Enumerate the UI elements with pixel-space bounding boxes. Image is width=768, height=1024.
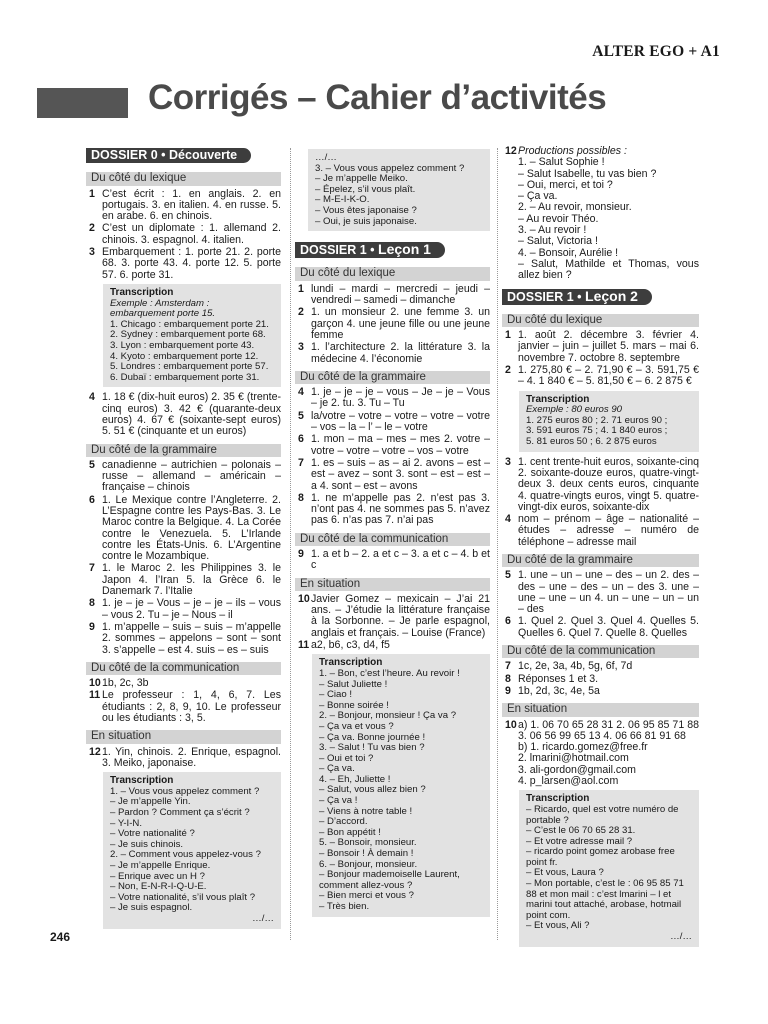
- transcription-line: 1. Chicago : embarquement porte 21.: [110, 318, 269, 330]
- section-communication: Du côté de la communication: [295, 533, 490, 546]
- transcription-line: – ricardo point gomez arobase free point fr.: [526, 846, 675, 868]
- transcription-box: [519, 391, 699, 452]
- exercise-answer: la/votre – votre – votre – votre – votre – vos – la – l’ – le – votre: [311, 409, 490, 434]
- transcription-line: 5. – Bonsoir, monsieur.: [319, 837, 417, 849]
- page-number: 246: [50, 930, 71, 944]
- exercise-8: [89, 598, 281, 621]
- section-lexique: Du côté du lexique: [86, 172, 281, 185]
- transcription-line: – Oui et toi ?: [319, 752, 374, 764]
- transcription-line: 3. Lyon : embarquement porte 43.: [110, 339, 255, 351]
- exercise-number: 12: [505, 145, 517, 157]
- transcription-line: – Ça va !: [319, 795, 358, 807]
- transcription-line: – Je suis chinois.: [110, 838, 184, 850]
- dossier-label: DOSSIER 1 •: [507, 289, 586, 304]
- column-divider-1: [290, 148, 291, 940]
- exercise-answer: 1. le Maroc 2. les Philippines 3. le Japon 4. l’Iran 5. la Grèce 6. le Danemark 7. l’Italie: [102, 562, 281, 598]
- continued-marker: …/…: [252, 912, 274, 924]
- exercise-number: 5: [505, 569, 511, 582]
- exercise-answer: 1b, 2c, 3b: [102, 677, 149, 690]
- transcription-line: – Enrique avec un H ?: [110, 870, 205, 882]
- exercise-answer: Réponses 1 et 3.: [518, 672, 599, 685]
- exercise-answer: 1. août 2. décembre 3. février 4. janvier – juin – juillet 5. mars – mai 6. novembre 7. octobre 8. septembre: [518, 329, 699, 364]
- exercise-2: [505, 365, 699, 388]
- section-situation: En situation: [295, 578, 490, 591]
- transcription-line: – Vous êtes japonaise ?: [315, 204, 417, 216]
- exercise-4: [298, 387, 490, 410]
- exercise-number: 3: [89, 246, 95, 259]
- transcription-line: – Oui, je suis japonaise.: [315, 215, 417, 227]
- exercise-number: 7: [505, 660, 511, 673]
- transcription-line: 4. Kyoto : embarquement porte 12.: [110, 350, 259, 362]
- transcription-line: – Bonne soirée !: [319, 699, 389, 711]
- transcription-line: – Votre nationalité, s’il vous plaît ?: [110, 891, 256, 903]
- exercise-answer: nom – prénom – âge – nationalité – études – adresse – numéro de téléphone – adresse mail: [518, 513, 699, 548]
- exercise-answer: Le professeur : 1, 4, 6, 7. Les étudiants : 2, 8, 9, 10. Le professeur ou les étudiants : 3, 5.: [102, 689, 281, 725]
- answer-line: b) 1. ricardo.gomez@free.fr: [518, 741, 648, 754]
- transcription-title: Transcription: [319, 657, 383, 669]
- exercise-number: 4: [298, 386, 304, 399]
- transcription-example: Exemple : 80 euros 90: [526, 404, 622, 416]
- exercise-number: 8: [89, 597, 95, 610]
- production-line: 2. – Au revoir, monsieur.: [518, 201, 632, 214]
- transcription-line: – Viens à notre table !: [319, 805, 413, 817]
- exercise-4: [89, 392, 281, 437]
- transcription-line: 6. – Bonjour, monsieur.: [319, 858, 418, 870]
- exercise-10: [505, 720, 699, 788]
- transcription-line: – Bonsoir ! À demain !: [319, 848, 414, 860]
- transcription-line: – M-E-I-K-O.: [315, 194, 370, 206]
- column-divider-2: [497, 148, 498, 940]
- production-line: – Salut Isabelle, tu vas bien ?: [518, 167, 657, 180]
- transcription-line: – Très bien.: [319, 901, 370, 913]
- section-situation: En situation: [86, 730, 281, 743]
- exercise-number: 5: [89, 458, 95, 471]
- exercise-1: [89, 189, 281, 223]
- production-line: 3. – Au revoir !: [518, 224, 587, 237]
- exercise-number: 2: [505, 364, 511, 377]
- exercise-number: 9: [505, 684, 511, 697]
- exercise-6: [298, 434, 490, 457]
- exercise-2: [89, 223, 281, 246]
- transcription-line: 5. 81 euros 50 ; 6. 2 875 euros: [526, 436, 657, 448]
- exercise-10: [298, 594, 490, 639]
- production-line: – Salut, Victoria !: [518, 235, 598, 248]
- exercise-answer: 1. un monsieur 2. une femme 3. un garçon 4. une jeune fille ou une jeune femme: [311, 306, 490, 341]
- transcription-line: – Mon portable, c’est le : 06 95 85 71 88 et mon mail : c’est lmarini – l et marini tout attaché, arobase, hotmail point com.: [526, 878, 684, 921]
- exercise-answer: 1. a et b – 2. a et c – 3. a et c – 4. b et c: [311, 547, 490, 572]
- transcription-line: – Ricardo, quel est votre numéro de portable ?: [526, 803, 679, 826]
- exercise-5: [505, 570, 699, 615]
- exercise-answer: 1. 275,80 € – 2. 71,90 € – 3. 591,75 € – 4. 1 840 € – 5. 81,50 € – 6. 2 875 €: [518, 364, 699, 388]
- exercise-answer: C’est écrit : 1. en anglais. 2. en portugais. 3. en italien. 4. en russe. 5. en arabe. 6. en chinois.: [102, 187, 281, 223]
- lecon-label: Leçon 1: [378, 241, 431, 258]
- exercise-answer: 1c, 2e, 3a, 4b, 5g, 6f, 7d: [518, 660, 633, 673]
- transcription-line: 2. – Comment vous appelez-vous ?: [110, 849, 261, 861]
- exercise-answer: 1. mon – ma – mes – mes 2. votre – votre – votre – votre – vos – votre: [311, 433, 490, 457]
- dossier-1-lecon-1-heading: [295, 242, 445, 258]
- transcription-box: [519, 790, 699, 946]
- exercise-number: 8: [298, 491, 304, 504]
- exercise-answer: canadienne – autrichien – polonais – russe – allemand – américain – française – chinois: [102, 458, 281, 494]
- transcription-line: 2. – Bonjour, monsieur ! Ça va ?: [319, 710, 457, 722]
- transcription-line: – Ça va. Bonne journée !: [319, 731, 426, 743]
- exercise-answer: C’est un diplomate : 1. allemand 2. chinois. 3. espagnol. 4. italien.: [102, 222, 281, 246]
- production-line: – Ça va.: [518, 190, 558, 203]
- exercise-9: [298, 549, 490, 572]
- exercise-1: [298, 284, 490, 307]
- transcription-line: – Je m’appelle Enrique.: [110, 859, 211, 871]
- exercise-answer: 1. ne m’appelle pas 2. n’est pas 3. n’ont pas 4. ne sommes pas 5. n’avez pas 6. n’as pas 7. n’ai pas: [311, 491, 490, 527]
- page-title: Corrigés – Cahier d’activités: [148, 78, 607, 117]
- transcription-line: – Votre nationalité ?: [110, 828, 195, 840]
- transcription-line: – C’est le 06 70 65 28 31.: [526, 825, 636, 837]
- exercise-number: 7: [298, 456, 304, 469]
- exercise-answer: 1. une – un – une – des – un 2. des – des – une – des – un – des 3. une – une – une – un 4. un – une – un – un – des: [518, 569, 699, 616]
- answer-line: 3. ali-gordon@gmail.com: [518, 763, 636, 776]
- exercise-3: [505, 457, 699, 513]
- exercise-number: 4: [89, 391, 95, 404]
- exercise-number: 10: [89, 677, 101, 690]
- transcription-example: Exemple : Amsterdam : embarquement porte 15.: [110, 297, 216, 320]
- exercise-answer: 1. cent trente-huit euros, soixante-cinq 2. soixante-douze euros, quatre-vingt-deux 3. deux cents euros, cinquante 4. quatre-vingts euros, vingt 5. quatre-vingt-dix euros, soixante-dix: [518, 455, 699, 513]
- transcription-line: – Je m’appelle Meiko.: [315, 173, 408, 185]
- exercise-answer: 1. m’appelle – suis – suis – m’appelle 2. sommes – appelons – sont – sont 3. s’appelle – est 4. suis – es – suis: [102, 620, 281, 656]
- exercise-answer: [518, 146, 699, 282]
- exercise-number: 4: [505, 513, 511, 526]
- dossier-label: DOSSIER 1 •: [300, 243, 379, 258]
- transcription-line: 1. – Vous vous appelez comment ?: [110, 785, 260, 797]
- exercise-9: [505, 686, 699, 697]
- transcription-line: – Pardon ? Comment ça s’écrit ?: [110, 807, 250, 818]
- exercise-answer: [518, 720, 699, 788]
- transcription-line: – D’accord.: [319, 816, 368, 828]
- transcription-line: – Salut, vous allez bien ?: [319, 784, 426, 796]
- lecon-label: Leçon 2: [585, 287, 638, 304]
- transcription-line: – Bien merci et vous ?: [319, 890, 414, 902]
- transcription-box-continued: [308, 149, 490, 231]
- exercise-number: 6: [298, 433, 304, 446]
- transcription-line: – Bonjour mademoiselle Laurent, comment allez-vous ?: [319, 869, 460, 891]
- exercise-number: 9: [298, 547, 304, 560]
- production-line: 4. – Bonsoir, Aurélie !: [518, 246, 619, 259]
- transcription-line: – Je suis espagnol.: [110, 902, 193, 914]
- transcription-line: – Y-I-N.: [110, 817, 142, 829]
- transcription-line: 6. Dubaï : embarquement porte 31.: [110, 371, 260, 383]
- exercise-8: [505, 674, 699, 685]
- production-line: 1. – Salut Sophie !: [518, 156, 605, 169]
- transcription-line: – Épelez, s’il vous plaît.: [315, 183, 416, 195]
- transcription-line: 3. – Vous vous appelez comment ?: [315, 162, 465, 174]
- exercise-number: 6: [505, 615, 511, 628]
- transcription-line: – Et votre adresse mail ?: [526, 835, 633, 847]
- transcription-box: [103, 284, 281, 387]
- production-line: – Oui, merci, et toi ?: [518, 178, 613, 191]
- exercise-answer: 1. 18 € (dix-huit euros) 2. 35 € (trente-cinq euros) 3. 42 € (quarante-deux euros) 4. 67 € (soixante-sept euros) 5. 51 € (cinquante et un euros): [102, 391, 281, 438]
- production-line: – Salut, Mathilde et Thomas, vous allez bien ?: [518, 257, 699, 282]
- exercise-number: 6: [89, 493, 95, 506]
- exercise-7: [505, 661, 699, 672]
- exercise-11: [298, 640, 490, 651]
- transcription-title: Transcription: [110, 775, 174, 787]
- transcription-line: 1. – Bon, c’est l’heure. Au revoir !: [319, 667, 460, 679]
- section-communication: Du côté de la communication: [86, 662, 281, 675]
- section-situation: En situation: [502, 703, 699, 716]
- exercise-number: 3: [505, 455, 511, 468]
- exercise-number: 5: [298, 409, 304, 422]
- exercise-number: 3: [298, 341, 304, 354]
- exercise-5: [298, 411, 490, 434]
- column-3: [505, 146, 699, 952]
- title-bar-decoration: [37, 88, 128, 118]
- exercise-number: 1: [298, 282, 304, 295]
- exercise-11: [89, 690, 281, 724]
- exercise-answer: 1. je – je – Vous – je – je – ils – vous – vous 2. Tu – je – Nous – il: [102, 597, 281, 621]
- brand-header: ALTER EGO + A1: [592, 43, 720, 60]
- transcription-line: 3. 591 euros 75 ; 4. 1 840 euros ;: [526, 425, 668, 437]
- exercise-number: 1: [89, 187, 95, 200]
- exercise-6: [89, 495, 281, 563]
- section-grammaire: Du côté de la grammaire: [86, 444, 281, 457]
- exercise-number: 11: [298, 639, 310, 652]
- exercise-answer: 1. Quel 2. Quel 3. Quel 4. Quelles 5. Quelles 6. Quel 7. Quelle 8. Quelles: [518, 615, 699, 639]
- exercise-2: [298, 307, 490, 341]
- section-grammaire: Du côté de la grammaire: [502, 554, 699, 567]
- exercise-6: [505, 616, 699, 639]
- transcription-line: – Et vous, Laura ?: [526, 867, 604, 879]
- dossier-0-heading: DOSSIER 0 • Découverte: [86, 148, 251, 163]
- transcription-line: 4. – Eh, Juliette !: [319, 773, 391, 785]
- exercise-number: 7: [89, 562, 95, 575]
- exercise-10: [89, 678, 281, 689]
- exercise-12: [505, 146, 699, 282]
- transcription-line: 5. Londres : embarquement porte 57.: [110, 361, 269, 373]
- section-grammaire: Du côté de la grammaire: [295, 371, 490, 384]
- answer-line: 2. lmarini@hotmail.com: [518, 752, 629, 765]
- transcription-line: – Ça va.: [319, 763, 355, 775]
- exercise-answer: 1. Yin, chinois. 2. Enrique, espagnol. 3. Meiko, japonaise.: [102, 745, 281, 769]
- exercise-number: 12: [89, 745, 101, 758]
- column-2: [298, 146, 490, 922]
- transcription-title: Transcription: [110, 286, 174, 298]
- exercise-number: 8: [505, 672, 511, 685]
- section-communication: Du côté de la communication: [502, 645, 699, 658]
- exercise-answer: 1. l’architecture 2. la littérature 3. la médecine 4. l’économie: [311, 341, 490, 365]
- transcription-title: Transcription: [526, 793, 590, 805]
- transcription-line: 2. Sydney : embarquement porte 68.: [110, 329, 266, 341]
- column-1: [89, 146, 281, 934]
- answer-line: 4. p_larsen@aol.com: [518, 775, 619, 788]
- transcription-line: – Bon appétit !: [319, 826, 381, 838]
- exercise-number: 2: [298, 306, 304, 319]
- answer-line: a) 1. 06 70 65 28 31 2. 06 95 85 71 88 3. 06 56 99 65 13 4. 06 66 81 91 68: [518, 718, 699, 742]
- exercise-answer: 1. Le Mexique contre l’Angleterre. 2. L’Espagne contre les Pays-Bas. 3. Le Maroc contre la Belgique. 4. La Corée contre le Venezuela. 5. L’Irlande contre les États-Unis. 6. L’Argentine contre le Mozambique.: [102, 493, 281, 563]
- exercise-7: [298, 458, 490, 492]
- exercise-answer: Embarquement : 1. porte 21. 2. porte 68. 3. porte 43. 4. porte 12. 5. porte 57. 6. porte 31.: [102, 246, 281, 281]
- transcription-line: – Ciao !: [319, 689, 353, 701]
- exercise-answer: lundi – mardi – mercredi – jeudi – vendredi – samedi – dimanche: [311, 282, 490, 307]
- transcription-box: [103, 772, 281, 928]
- exercise-number: 10: [298, 592, 310, 605]
- transcription-line: – Je m’appelle Yin.: [110, 796, 191, 808]
- exercise-number: 10: [505, 718, 517, 731]
- dossier-1-lecon-2-heading: [502, 289, 652, 305]
- exercise-number: 9: [89, 620, 95, 633]
- transcription-line: 3. – Salut ! Tu vas bien ?: [319, 742, 425, 754]
- transcription-line: – Et vous, Ali ?: [526, 920, 590, 932]
- exercise-answer: Javier Gomez – mexicain – J’ai 21 ans. – J’étudie la littérature française à la Sorbonne. – Je parle espagnol, anglais et français. – Louise (France): [311, 592, 490, 639]
- exercise-8: [298, 493, 490, 527]
- exercise-1: [505, 330, 699, 364]
- exercise-3: [298, 342, 490, 365]
- exercise-12: [89, 747, 281, 770]
- exercise-answer: a2, b6, c3, d4, f5: [311, 639, 390, 652]
- exercise-number: 1: [505, 329, 511, 342]
- exercise-3: [89, 247, 281, 281]
- exercise-answer: 1. es – suis – as – ai 2. avons – est – est – avez – sont 3. sont – est – est – a 4. sont – est – avons: [311, 456, 490, 492]
- transcription-line: – Ça va et vous ?: [319, 720, 394, 732]
- exercise-answer: 1. je – je – je – vous – Je – je – Vous – je 2. tu. 3. Tu – Tu: [311, 386, 490, 410]
- transcription-line: – Salut Juliette !: [319, 678, 388, 690]
- exercise-number: 11: [89, 689, 101, 702]
- continued-marker: …/…: [670, 931, 692, 943]
- section-lexique: Du côté du lexique: [295, 267, 490, 280]
- continued-marker: …/…: [315, 152, 337, 163]
- transcription-line: 1. 275 euros 80 ; 2. 71 euros 90 ;: [526, 414, 668, 426]
- exercise-5: [89, 460, 281, 494]
- exercise-answer: 1b, 2d, 3c, 4e, 5a: [518, 684, 600, 697]
- productions-heading: Productions possibles :: [518, 145, 627, 157]
- transcription-line: – Non, E-N-R-I-Q-U-E.: [110, 881, 207, 893]
- exercise-4: [505, 514, 699, 548]
- exercise-9: [89, 622, 281, 656]
- transcription-title: Transcription: [526, 393, 590, 405]
- transcription-box: [312, 654, 490, 916]
- section-lexique: Du côté du lexique: [502, 314, 699, 327]
- exercise-7: [89, 563, 281, 597]
- exercise-number: 2: [89, 222, 95, 235]
- production-line: – Au revoir Théo.: [518, 212, 599, 225]
